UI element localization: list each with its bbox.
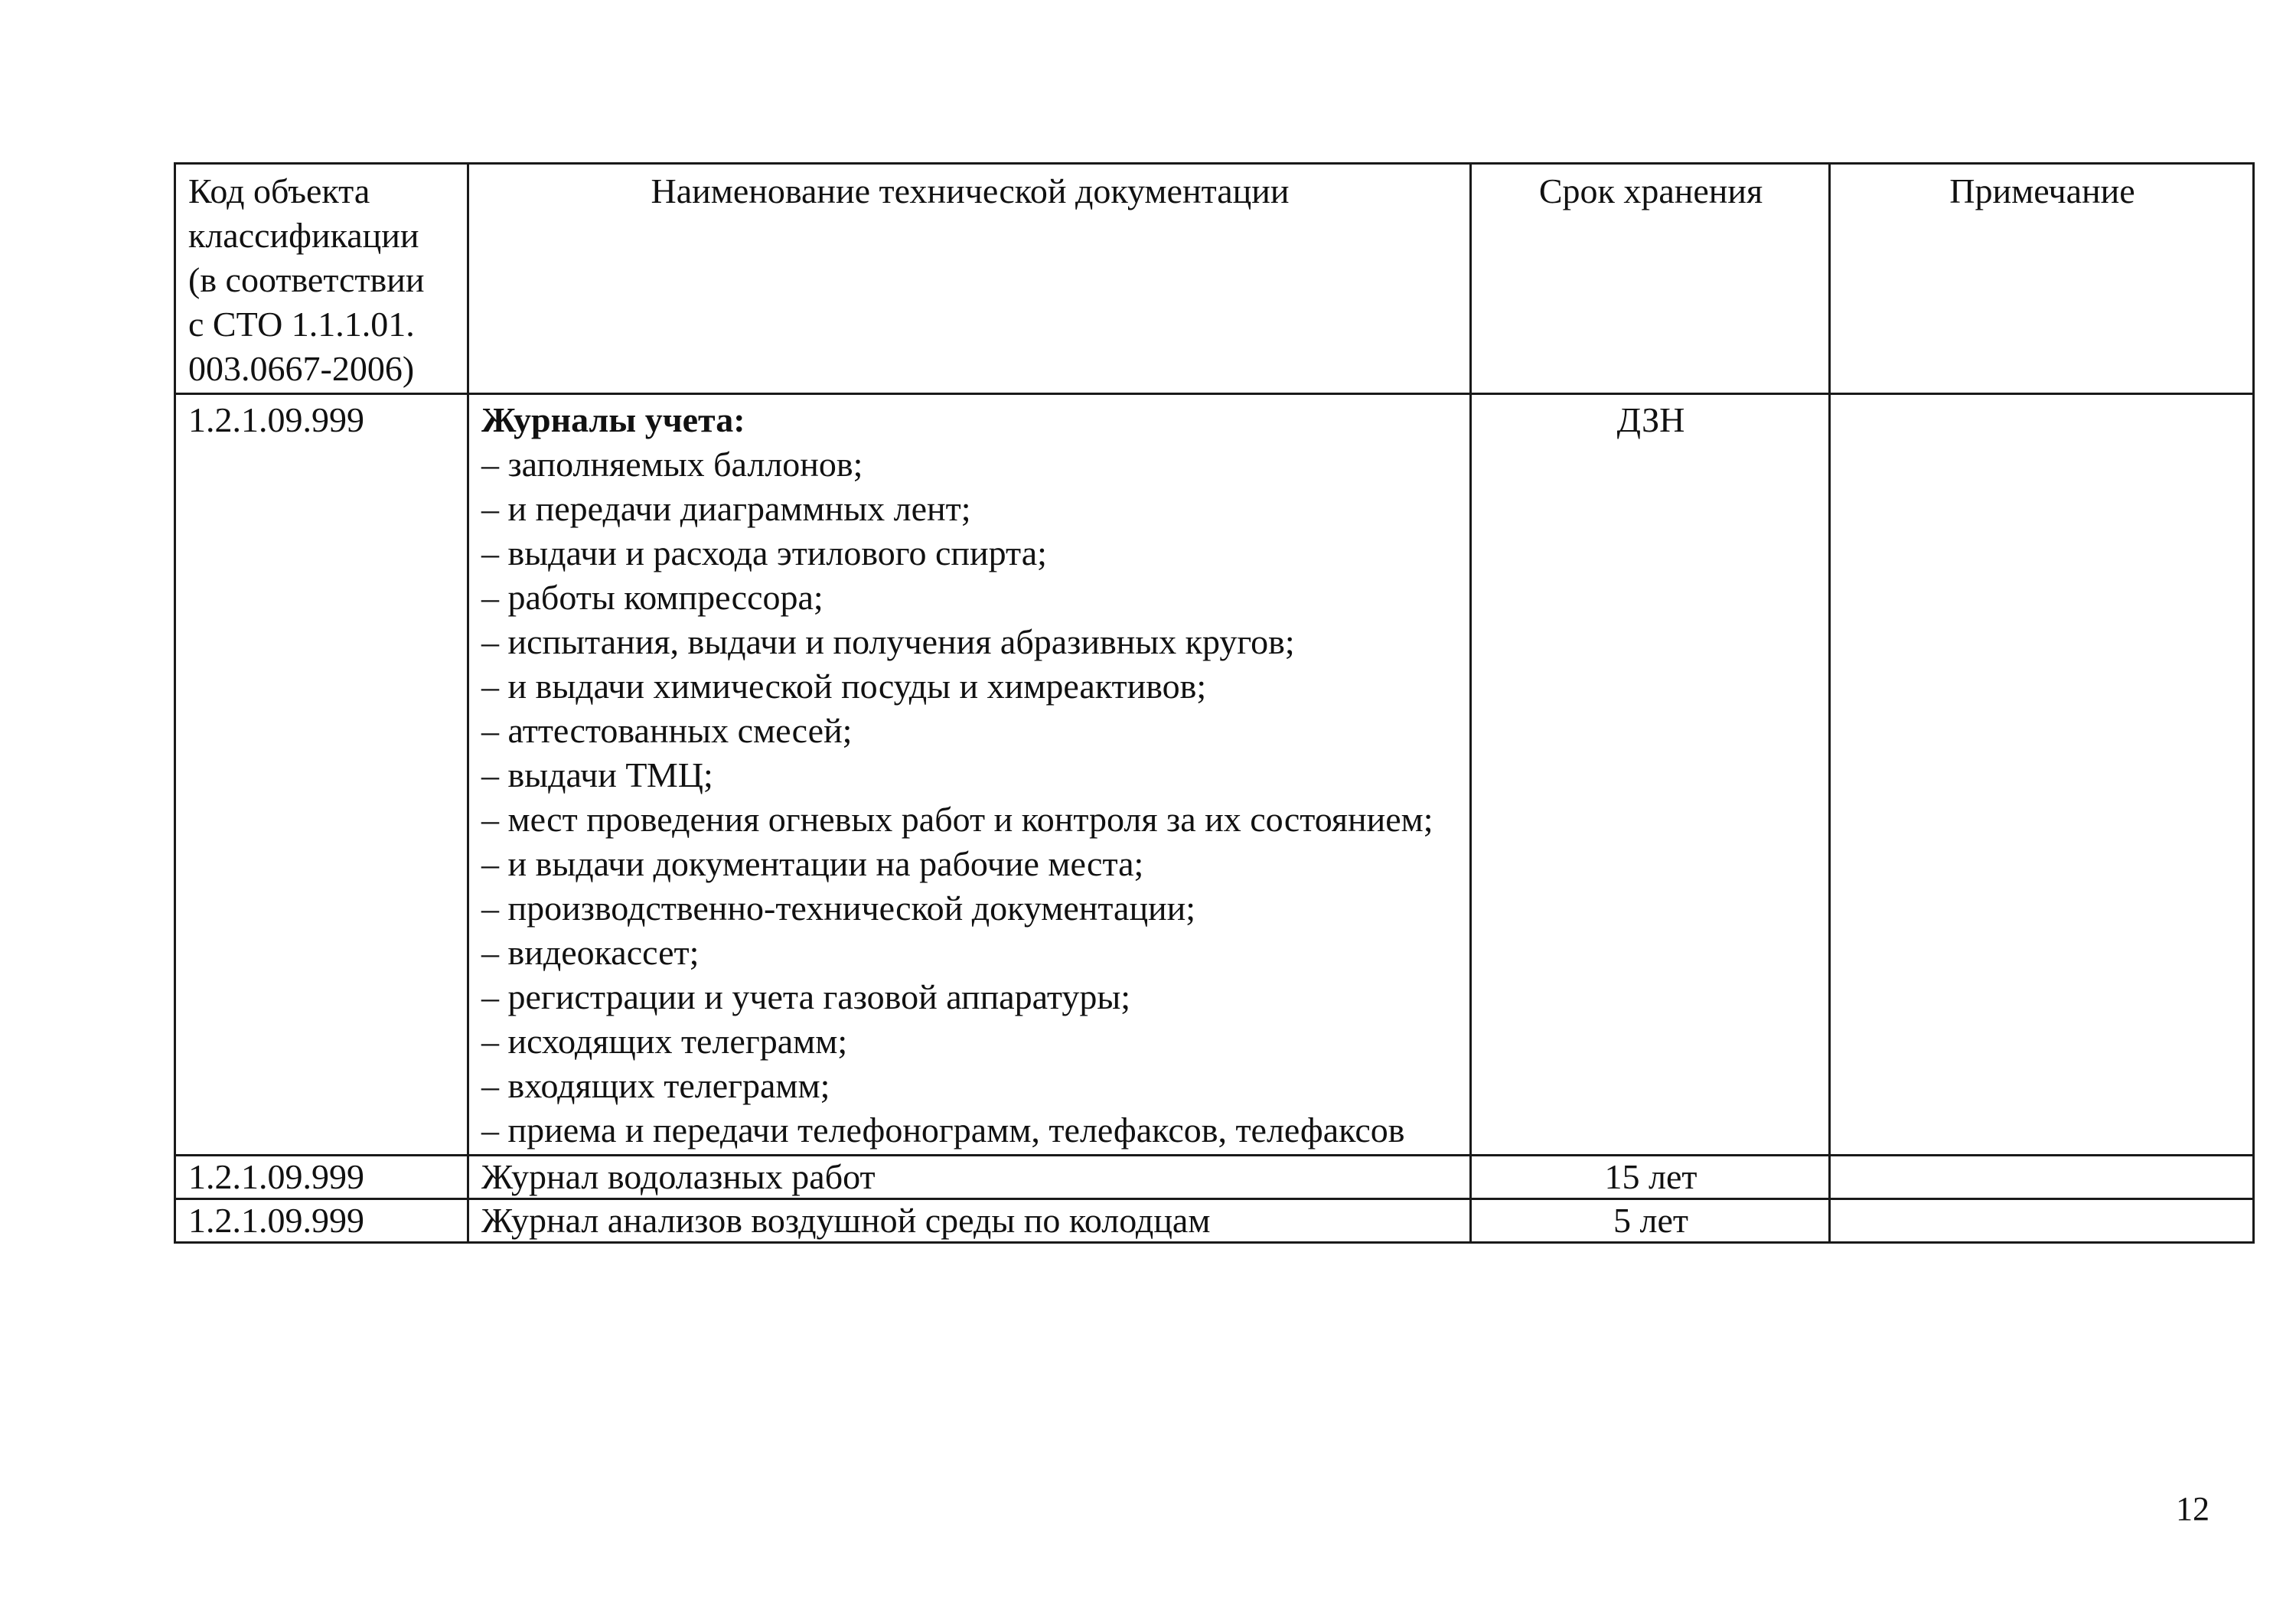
list-item: – исходящих телеграмм; <box>481 1022 848 1061</box>
header-note: Примечание <box>1830 164 2254 394</box>
row-note <box>1830 394 2254 1156</box>
table-row <box>175 1156 2254 1199</box>
list-item: – аттестованных смесей; <box>481 711 853 750</box>
row-term: ДЗН <box>1471 394 1830 1156</box>
list-item: – и передачи диаграммных лент; <box>481 489 971 528</box>
table-header-row <box>175 164 2254 394</box>
list-item: – видеокассет; <box>481 933 700 972</box>
list-item: – заполняемых баллонов; <box>481 445 863 484</box>
list-item: – и выдачи химической посуды и химреактивов; <box>481 667 1207 706</box>
list-item: – выдачи и расхода этилового спирта; <box>481 533 1047 572</box>
row-note <box>1830 1156 2254 1199</box>
list-item: – работы компрессора; <box>481 578 823 617</box>
page-number: 12 <box>2176 1490 2210 1528</box>
row-term: 5 лет <box>1471 1199 1830 1243</box>
row-term: 15 лет <box>1471 1156 1830 1199</box>
table-row <box>175 394 2254 1156</box>
header-code-line: классификации <box>188 216 419 255</box>
list-item: – мест проведения огневых работ и контроля за их состоянием; <box>481 800 1433 839</box>
header-term: Срок хранения <box>1471 164 1830 394</box>
header-code-line: с СТО 1.1.1.01. <box>188 305 415 344</box>
list-item: – производственно-технической документации; <box>481 889 1196 928</box>
list-item: – выдачи ТМЦ; <box>481 755 713 794</box>
header-name: Наименование технической документации <box>468 164 1471 394</box>
journal-title: Журналы учета: <box>481 400 745 439</box>
list-item: – регистрации и учета газовой аппаратуры; <box>481 977 1131 1016</box>
header-code <box>175 164 468 394</box>
storage-terms-table <box>174 162 2255 1244</box>
row-name: Журнал анализов воздушной среды по колодцам <box>468 1199 1471 1243</box>
list-item: – приема и передачи телефонограмм, телефаксов, телефаксов <box>481 1110 1405 1150</box>
header-code-line: Код объекта <box>188 171 370 210</box>
row-code: 1.2.1.09.999 <box>175 1156 468 1199</box>
row-name <box>468 394 1471 1156</box>
list-item: – входящих телеграмм; <box>481 1066 830 1105</box>
row-note <box>1830 1199 2254 1243</box>
list-item: – и выдачи документации на рабочие места; <box>481 844 1144 883</box>
table-row <box>175 1199 2254 1243</box>
header-code-line: (в соответствии <box>188 260 425 299</box>
row-name: Журнал водолазных работ <box>468 1156 1471 1199</box>
list-item: – испытания, выдачи и получения абразивных кругов; <box>481 622 1295 661</box>
row-code: 1.2.1.09.999 <box>175 394 468 1156</box>
header-code-line: 003.0667-2006) <box>188 349 415 388</box>
row-code: 1.2.1.09.999 <box>175 1199 468 1243</box>
